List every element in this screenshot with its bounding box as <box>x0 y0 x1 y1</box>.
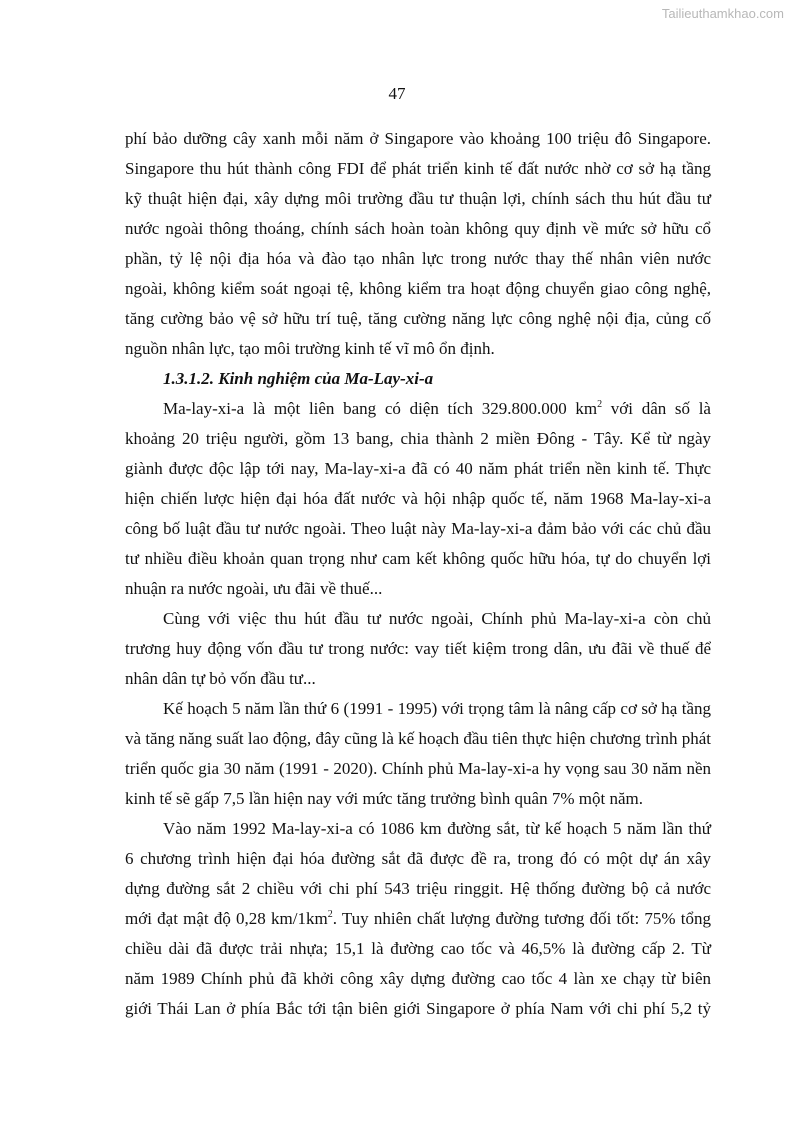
paragraph-singapore-line: phần, tỷ lệ nội địa hóa và đào tạo nhân lực trong nước thay thế nhân viên nước <box>125 249 711 268</box>
paragraph-singapore-line: phí bảo dưỡng cây xanh mỗi năm ở Singapore vào khoảng 100 triệu đô Singapore. <box>125 129 711 148</box>
superscript: 2 <box>597 399 603 410</box>
paragraph-malaysia-intro-line: khoảng 20 triệu người, gồm 13 bang, chia thành 2 miền Đông - Tây. Kể từ ngày <box>125 429 711 448</box>
paragraph-infrastructure-line: dựng đường sắt 2 chiều với chi phí 543 triệu ringgit. Hệ thống đường bộ cả nước <box>125 879 711 898</box>
page-body <box>125 124 711 1024</box>
paragraph-singapore-line: kỹ thuật hiện đại, xây dựng môi trường đầu tư thuận lợi, chính sách thu hút đầu tư <box>125 189 711 208</box>
paragraph-five-year-plan-line: Kế hoạch 5 năm lần thứ 6 (1991 - 1995) với trọng tâm là nâng cấp cơ sở hạ tầng <box>163 699 711 718</box>
paragraph-domestic-capital-line: Cùng với việc thu hút đầu tư nước ngoài, Chính phủ Ma-lay-xi-a còn chủ <box>163 609 711 628</box>
paragraph-malaysia-intro-line <box>125 394 711 424</box>
paragraph-domestic-capital-line: trương huy động vốn đầu tư trong nước: vay tiết kiệm trong dân, ưu đãi về thuế để <box>125 639 711 658</box>
paragraph-singapore-line: tăng cường bảo vệ sở hữu trí tuệ, tăng cường năng lực công nghệ nội địa, củng cố <box>125 309 711 328</box>
road-quality-text: . Tuy nhiên chất lượng đường tương đối tốt: 75% tổng <box>332 909 711 928</box>
paragraph-malaysia-intro-line: công bố luật đầu tư nước ngoài. Theo luật này Ma-lay-xi-a đảm bảo với các chủ đầu <box>125 519 711 538</box>
paragraph-singapore-line: nguồn nhân lực, tạo môi trường kinh tế vĩ mô ổn định. <box>125 339 495 358</box>
page-number: 47 <box>388 84 406 103</box>
paragraph-infrastructure-line: Vào năm 1992 Ma-lay-xi-a có 1086 km đường sắt, từ kế hoạch 5 năm lần thứ <box>163 819 711 838</box>
watermark: Tailieuthamkhao.com <box>661 6 784 21</box>
paragraph-infrastructure-line: 6 chương trình hiện đại hóa đường sắt đã được đề ra, trong đó có một dự án xây <box>125 849 711 868</box>
area-text: Ma-lay-xi-a là một liên bang có diện tích 329.800.000 km <box>163 399 598 418</box>
paragraph-five-year-plan-line: kinh tế sẽ gấp 7,5 lần hiện nay với mức tăng trưởng bình quân 7% một năm. <box>125 789 643 808</box>
paragraph-singapore-line: Singapore thu hút thành công FDI để phát triển kinh tế đất nước nhờ cơ sở hạ tầng <box>125 159 711 178</box>
paragraph-malaysia-intro-line: nhuận ra nước ngoài, ưu đãi về thuế... <box>125 579 383 598</box>
paragraph-domestic-capital-line: nhân dân tự bỏ vốn đầu tư... <box>125 669 316 688</box>
section-heading: 1.3.1.2. Kinh nghiệm của Ma-Lay-xi-a <box>163 369 434 388</box>
paragraph-five-year-plan-line: triển quốc gia 30 năm (1991 - 2020). Chính phủ Ma-lay-xi-a hy vọng sau 30 năm nền <box>125 759 711 778</box>
population-text: với dân số là <box>602 399 711 418</box>
paragraph-singapore-line: nước ngoài thông thoáng, chính sách hoàn toàn không quy định về mức sở hữu cổ <box>125 219 711 238</box>
paragraph-infrastructure-line: chiều dài đã được trải nhựa; 15,1 là đường cao tốc và 46,5% là đường cấp 2. Từ <box>125 939 711 958</box>
paragraph-malaysia-intro-line: tư nhiều điều khoản quan trọng như cam kết không quốc hữu hóa, tự do chuyển lợi <box>125 549 711 568</box>
paragraph-malaysia-intro-line: hiện chiến lược hiện đại hóa đất nước và hội nhập quốc tế, năm 1968 Ma-lay-xi-a <box>125 489 711 508</box>
paragraph-infrastructure-line <box>125 904 711 934</box>
paragraph-malaysia-intro-line: giành được độc lập tới nay, Ma-lay-xi-a đã có 40 năm phát triển nền kinh tế. Thực <box>125 459 711 478</box>
superscript: 2 <box>327 909 333 920</box>
paragraph-singapore-line: ngoài, không kiểm soát ngoại tệ, không kiểm tra hoạt động chuyển giao công nghệ, <box>125 279 711 298</box>
paragraph-infrastructure-line: giới Thái Lan ở phía Bắc tới tận biên giới Singapore ở phía Nam với chi phí 5,2 tỷ <box>125 999 711 1018</box>
road-density-text: mới đạt mật độ 0,28 km/1km <box>125 909 328 928</box>
paragraph-infrastructure-line: năm 1989 Chính phủ đã khởi công xây dựng đường cao tốc 4 làn xe chạy từ biên <box>125 969 711 988</box>
paragraph-five-year-plan-line: và tăng năng suất lao động, đây cũng là kế hoạch đầu tiên thực hiện chương trình phát <box>125 729 711 748</box>
